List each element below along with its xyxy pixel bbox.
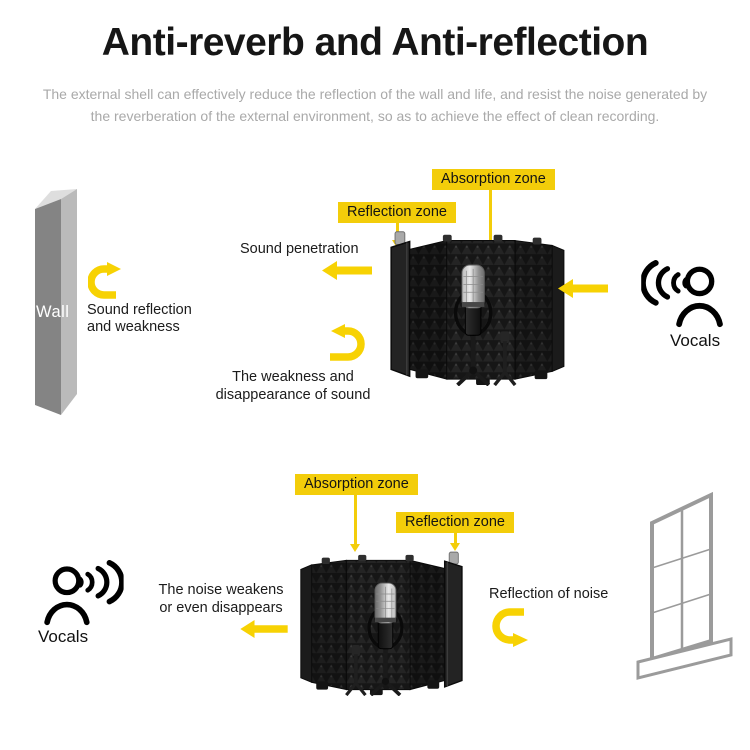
subtitle-line-1: The external shell can effectively reduce the reflection of the wall and life, and resist the noise generated by [42,86,708,102]
absorption-zone-label: Absorption zone [432,169,555,190]
isolation-shield-photo-mirrored [293,543,467,696]
weakness-line-1: The weakness and [232,369,354,385]
absorption-zone-label: Absorption zone [295,474,418,495]
vocals-icon [641,260,725,330]
hook-left-arrow-icon [324,321,370,363]
subtitle-line-2: the reverberation of the external environment, so as to achieve the effect of clean recording. [90,108,660,124]
page-title: Anti-reverb and Anti-reflection [101,21,649,64]
left-arrow-icon [557,279,609,298]
sound-penetration-text: Sound penetration [240,241,359,257]
window-icon [634,487,736,681]
u-turn-right-arrow-icon [88,253,136,301]
page-subtitle [0,83,750,127]
reflection-zone-label: Reflection zone [338,202,456,223]
wall-label: Wall [36,303,70,321]
reflection-zone-label: Reflection zone [396,512,514,533]
weakness-line-2: disappearance of sound [215,386,371,403]
sound-reflection-text [87,302,192,336]
sound-reflection-line-2: and weakness [87,319,180,335]
vocals-label: Vocals [38,627,89,646]
noise-weakens-text [148,582,294,617]
vocals-label: Vocals [670,331,721,350]
left-arrow-icon [322,261,372,280]
hook-down-right-arrow-icon [486,606,534,652]
left-arrow-icon [240,620,288,638]
weakness-text [213,369,373,404]
isolation-shield-photo [386,222,572,386]
sound-reflection-line-1: Sound reflection [87,302,192,318]
reflection-of-noise-text: Reflection of noise [489,586,609,602]
absorption-zone-connector [354,494,357,545]
noise-line-1: The noise weakens [158,582,284,598]
vocals-icon [42,560,124,628]
noise-line-2: or even disappears [159,599,283,616]
wall-icon [32,182,79,417]
